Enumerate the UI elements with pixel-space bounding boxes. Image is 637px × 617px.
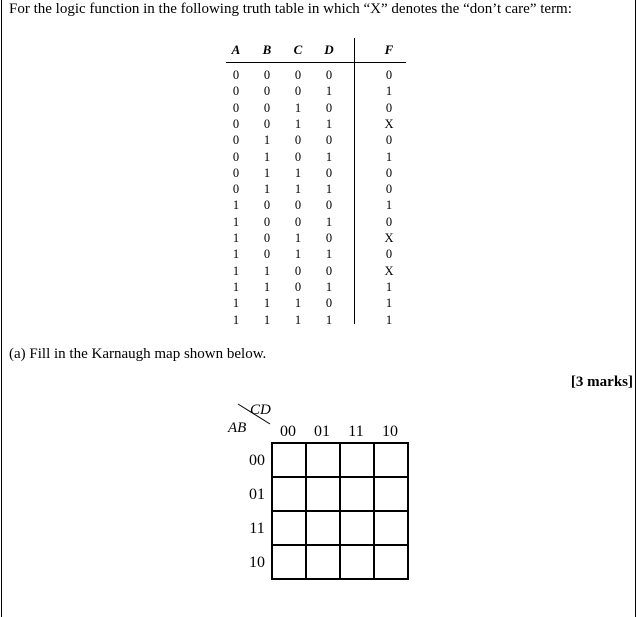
kmap-cell[interactable] (374, 545, 408, 579)
truth-table-output-cell: 0 (385, 182, 393, 197)
kmap-row (272, 511, 408, 545)
truth-table-header: A (231, 42, 241, 57)
truth-table-input-cell: 1 (232, 312, 240, 327)
truth-table-output-cell: 0 (385, 100, 393, 115)
marks-label: [3 marks] (570, 374, 633, 390)
truth-table-input-cell: 0 (232, 149, 240, 164)
truth-table-input-cell: 0 (263, 100, 271, 115)
truth-table-input-cell: 1 (325, 84, 333, 99)
kmap-cell[interactable] (374, 477, 408, 511)
truth-table-input-cell: 1 (263, 149, 271, 164)
kmap-cell[interactable] (272, 545, 306, 579)
kmap-cell[interactable] (340, 443, 374, 477)
truth-table-input-cell: 0 (232, 182, 240, 197)
truth-table-input-cell: 1 (232, 247, 240, 262)
truth-table-input-cell: 0 (232, 133, 240, 148)
truth-table-input-cell: 0 (294, 279, 302, 294)
truth-table-input-cell: 0 (263, 116, 271, 131)
truth-table-header-rule (226, 62, 406, 63)
truth-table-output-cell: 0 (385, 214, 393, 229)
kmap-cell[interactable] (340, 477, 374, 511)
truth-table-input-cell: 1 (294, 116, 302, 131)
truth-table-input-cell: 0 (294, 214, 302, 229)
kmap-row-label: 11 (249, 520, 265, 537)
truth-table-input-cell: 1 (325, 214, 333, 229)
kmap-col-label: 00 (280, 423, 296, 440)
truth-table-input-cell: 1 (294, 100, 302, 115)
truth-table-input-cell: 1 (263, 182, 271, 197)
truth-table-input-cell: 0 (232, 165, 240, 180)
truth-table-header: C (293, 42, 303, 57)
truth-table-input-cell: 1 (325, 182, 333, 197)
truth-table-input-cell: 1 (263, 263, 271, 278)
truth-table-input-cell: 0 (325, 133, 333, 148)
truth-table-output-cell: 1 (385, 198, 393, 213)
truth-table-input-cell: 1 (294, 247, 302, 262)
truth-table-input-cell: 1 (263, 296, 271, 311)
truth-table-input-cell: 1 (325, 247, 333, 262)
truth-table-input-cell: 1 (263, 133, 271, 148)
truth-table-input-cell: 0 (232, 100, 240, 115)
truth-table-output-cell: 0 (385, 133, 393, 148)
truth-table-input-cell: 0 (294, 68, 302, 82)
kmap-col-label: 10 (382, 423, 398, 440)
kmap-cell[interactable] (306, 545, 340, 579)
truth-table-output-cell: 1 (385, 149, 393, 164)
truth-table-input-cell: 1 (263, 279, 271, 294)
kmap-cell[interactable] (340, 545, 374, 579)
truth-table-input-cell: 1 (232, 279, 240, 294)
truth-table-input-cell: 0 (232, 84, 240, 99)
truth-table-input-cell: 0 (325, 100, 333, 115)
truth-table-output-cell: 0 (385, 68, 393, 82)
truth-table-input-cell: 1 (325, 149, 333, 164)
truth-table-output-cell: X (384, 116, 394, 131)
truth-table-input-cell: 1 (294, 231, 302, 245)
kmap-row-label: 10 (249, 554, 265, 571)
kmap-cell[interactable] (306, 511, 340, 545)
kmap-cell[interactable] (374, 443, 408, 477)
truth-table-input-cell: 1 (232, 263, 240, 278)
truth-table-output-cell: 1 (385, 279, 393, 294)
truth-table-input-cell: 0 (263, 247, 271, 262)
truth-table-input-cell: 1 (294, 312, 302, 327)
truth-table-input-cell: 1 (263, 165, 271, 180)
kmap-row (272, 443, 408, 477)
truth-table-output-cell: 1 (385, 296, 393, 311)
kmap-cell[interactable] (374, 511, 408, 545)
truth-table-input-cell: 0 (263, 231, 271, 245)
kmap-row (272, 545, 408, 579)
truth-table-output-cell: X (384, 263, 394, 278)
truth-table-input-cell: 0 (263, 198, 271, 213)
truth-table-input-cell: 1 (294, 296, 302, 311)
truth-table-input-cell: 1 (294, 182, 302, 197)
part-a-prompt: (a) Fill in the Karnaugh map shown below. (9, 346, 267, 362)
truth-table-output-cell: 0 (385, 165, 393, 180)
truth-table-input-cell: 1 (232, 231, 240, 245)
truth-table-input-cell: 0 (294, 198, 302, 213)
truth-table-output-cell: 1 (385, 84, 393, 99)
truth-table-input-cell: 0 (232, 68, 240, 82)
truth-table-input-cell: 0 (325, 263, 333, 278)
truth-table-output-cell: 1 (385, 312, 393, 327)
question-intro: For the logic function in the following truth table in which “X” denotes the “don’t care” term: (9, 1, 572, 17)
kmap-col-variable: CD (250, 402, 271, 418)
truth-table-input-cell: 1 (294, 165, 302, 180)
right-border (635, 0, 636, 617)
kmap-cell[interactable] (272, 443, 306, 477)
truth-table-output-cell: X (384, 231, 394, 245)
truth-table-input-cell: 0 (294, 133, 302, 148)
truth-table-input-cell: 1 (325, 116, 333, 131)
truth-table-input-cell: 1 (232, 296, 240, 311)
kmap-row (272, 477, 408, 511)
kmap-cell[interactable] (306, 477, 340, 511)
truth-table-input-cell: 0 (232, 116, 240, 131)
truth-table-input-cell: 0 (325, 296, 333, 311)
kmap-cell[interactable] (340, 511, 374, 545)
kmap-col-label: 11 (348, 423, 364, 440)
truth-table-input-cell: 0 (325, 165, 333, 180)
truth-table-input-cell: 0 (263, 214, 271, 229)
truth-table-input-cell: 0 (294, 84, 302, 99)
truth-table-header: D (324, 42, 334, 57)
kmap-row-label: 00 (249, 452, 265, 469)
left-border (1, 0, 2, 617)
truth-table-output-divider (354, 38, 355, 324)
truth-table-input-cell: 0 (325, 198, 333, 213)
truth-table-header: F (384, 42, 394, 57)
kmap-cell[interactable] (272, 477, 306, 511)
truth-table-input-cell: 0 (325, 231, 333, 245)
truth-table-input-cell: 0 (263, 84, 271, 99)
kmap-row-variable: AB (228, 420, 247, 436)
truth-table-input-cell: 0 (294, 149, 302, 164)
truth-table-input-cell: 1 (232, 214, 240, 229)
truth-table-input-cell: 1 (325, 312, 333, 327)
truth-table-output-cell: 0 (385, 247, 393, 262)
kmap-row-label: 01 (249, 486, 265, 503)
kmap-cell[interactable] (306, 443, 340, 477)
truth-table-input-cell: 1 (325, 279, 333, 294)
kmap-cell[interactable] (272, 511, 306, 545)
kmap-grid (271, 442, 409, 580)
truth-table-header: B (262, 42, 272, 57)
truth-table-input-cell: 1 (263, 312, 271, 327)
truth-table-input-cell: 1 (232, 198, 240, 213)
truth-table-input-cell: 0 (325, 68, 333, 82)
kmap-col-label: 01 (314, 423, 330, 440)
truth-table-input-cell: 0 (263, 68, 271, 82)
truth-table-input-cell: 0 (294, 263, 302, 278)
